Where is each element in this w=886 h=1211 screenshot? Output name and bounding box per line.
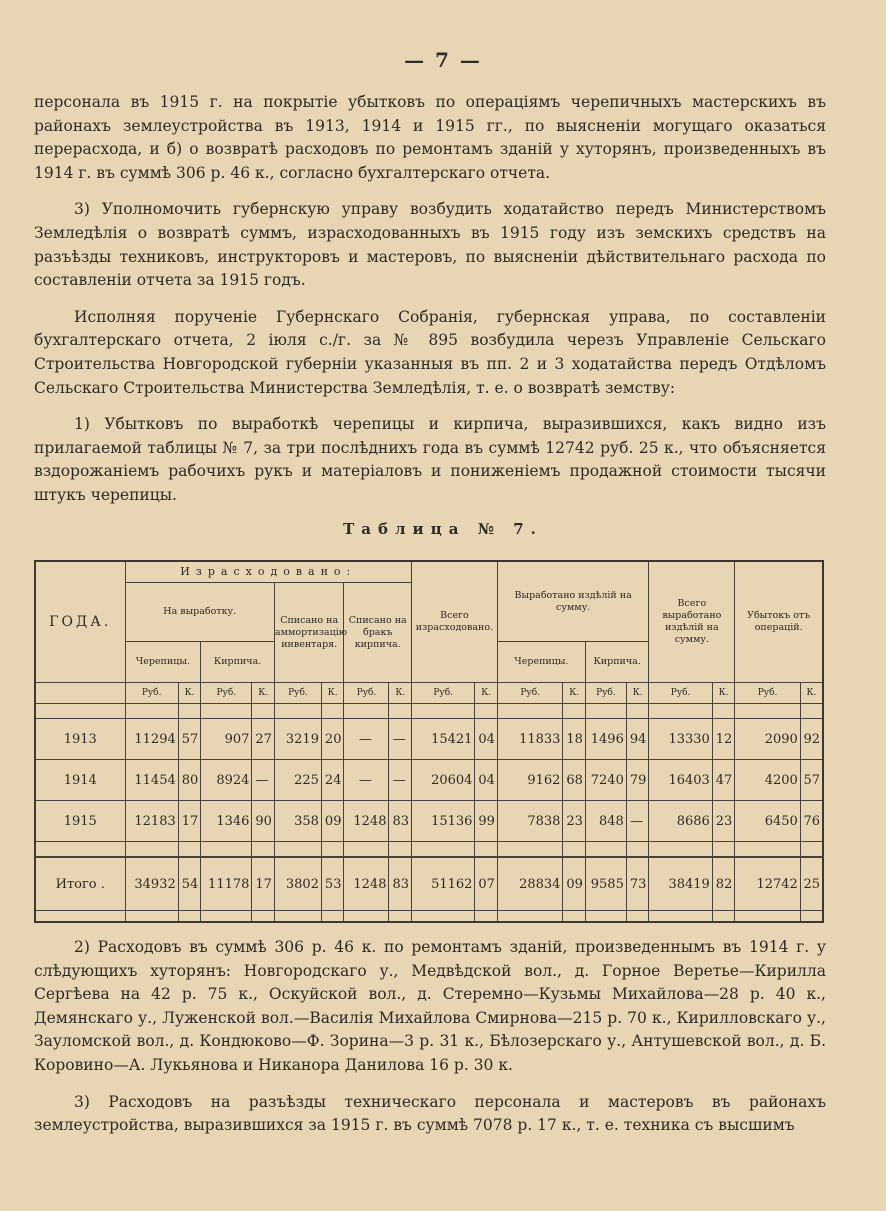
- header-tiles: Черепицы.: [125, 642, 201, 683]
- paragraph: персонала въ 1915 г. на покрытіе убытковъ по операціямъ черепичныхъ мастерскихъ въ районахъ землеустройства въ 1913, 1914 и 1915 гг., по выясненіи могущаго оказаться перерасхода, и б) о возвратѣ расходовъ по ремонтамъ зданій у хуторянъ, произведенныхъ въ 1914 г. въ суммѣ 306 р. 46 к., согласно бухгалтерскаго отчета.: [34, 93, 826, 182]
- spacer-cell: [274, 704, 321, 719]
- cell-kop: 92: [800, 719, 823, 760]
- cell-rub: 7838: [497, 801, 562, 842]
- cell-rub: —: [344, 760, 389, 801]
- header-produced-tiles: Черепицы.: [497, 642, 585, 683]
- spacer-cell: [389, 704, 412, 719]
- spacer-cell: [201, 704, 252, 719]
- header-total-spent: Всего израсходовано.: [411, 561, 497, 683]
- cell-kop: 23: [712, 801, 735, 842]
- spacer-cell: [585, 842, 626, 858]
- table-row: [35, 719, 823, 760]
- cell-kop: 79: [626, 760, 649, 801]
- spacer-cell: [712, 911, 735, 923]
- cell-rub: 16403: [649, 760, 712, 801]
- cell-kop: 09: [563, 857, 586, 911]
- unit-rub: Руб.: [344, 683, 389, 704]
- unit-kop: К.: [178, 683, 201, 704]
- spacer-cell: [125, 911, 178, 923]
- spacer-cell: [497, 704, 562, 719]
- spacer-cell: [389, 911, 412, 923]
- unit-kop: К.: [563, 683, 586, 704]
- cell-kop: —: [626, 801, 649, 842]
- cell-rub: 1248: [344, 857, 389, 911]
- page-number: — 7 —: [404, 48, 482, 72]
- unit-rub: Руб.: [274, 683, 321, 704]
- header-amortization: Списано на аммортизацію инвентаря.: [274, 583, 344, 683]
- cell-rub: 4200: [735, 760, 800, 801]
- spacer-cell: [497, 911, 562, 923]
- cell-kop: 25: [800, 857, 823, 911]
- cell-rub: —: [344, 719, 389, 760]
- row-label: Итого .: [35, 857, 125, 911]
- spacer-cell: [201, 911, 252, 923]
- cell-kop: 57: [178, 719, 201, 760]
- table-row: [35, 760, 823, 801]
- cell-rub: 7240: [585, 760, 626, 801]
- cell-rub: 1346: [201, 801, 252, 842]
- cell-rub: 11294: [125, 719, 178, 760]
- spacer-cell: [563, 704, 586, 719]
- spacer-cell: [35, 704, 125, 719]
- header-unit-blank: [35, 683, 125, 704]
- cell-kop: 17: [252, 857, 275, 911]
- spacer-cell: [411, 842, 474, 858]
- text-block-bottom: [34, 936, 826, 1151]
- unit-kop: К.: [475, 683, 498, 704]
- cell-rub: 28834: [497, 857, 562, 911]
- spacer-cell: [626, 704, 649, 719]
- header-produced: Выработано издѣлій на сумму.: [497, 561, 648, 642]
- spacer-cell: [712, 704, 735, 719]
- paragraph: 3) Расходовъ на разъѣзды техническаго персонала и мастеровъ въ районахъ землеустройства, выразившихся за 1915 г. въ суммѣ 7078 р. 17 к., т. е. техника съ высшимъ: [34, 1092, 826, 1135]
- spacer-cell: [35, 911, 125, 923]
- spacer-cell: [735, 842, 800, 858]
- spacer-cell: [563, 842, 586, 858]
- cell-kop: 17: [178, 801, 201, 842]
- header-total-produced: Всего выработано издѣлій на сумму.: [649, 561, 735, 683]
- spacer-cell: [321, 842, 344, 858]
- unit-rub: Руб.: [125, 683, 178, 704]
- cell-rub: 11833: [497, 719, 562, 760]
- cell-kop: 76: [800, 801, 823, 842]
- cell-kop: 20: [321, 719, 344, 760]
- spacer-cell: [626, 911, 649, 923]
- cell-kop: 27: [252, 719, 275, 760]
- spacer-cell: [389, 842, 412, 858]
- spacer-cell: [649, 704, 712, 719]
- spacer-cell: [252, 842, 275, 858]
- unit-rub: Руб.: [201, 683, 252, 704]
- spacer-cell: [321, 911, 344, 923]
- row-label: 1914: [35, 760, 125, 801]
- cell-kop: 24: [321, 760, 344, 801]
- cell-rub: 13330: [649, 719, 712, 760]
- spacer-cell: [585, 911, 626, 923]
- cell-rub: 907: [201, 719, 252, 760]
- text-block-top: [34, 91, 826, 521]
- cell-kop: 04: [475, 719, 498, 760]
- cell-rub: 9585: [585, 857, 626, 911]
- cell-rub: 848: [585, 801, 626, 842]
- cell-rub: 225: [274, 760, 321, 801]
- spacer-cell: [344, 911, 389, 923]
- cell-kop: 83: [389, 801, 412, 842]
- paragraph: Исполняя порученіе Губернскаго Собранія, губернская управа, по составленіи бухгалтерскаго отчета, 2 іюля с./г. за № 895 возбудила черезъ Управленіе Сельскаго Строительства Новгородской губерніи указанныя въ пп. 2 и 3 ходатайства передъ Отдѣломъ Сельскаго Строительства Министерства Земледѣлія, т. е. о возвратѣ земству:: [34, 307, 826, 397]
- cell-kop: —: [389, 719, 412, 760]
- cell-kop: 54: [178, 857, 201, 911]
- unit-rub: Руб.: [735, 683, 800, 704]
- spacer-cell: [475, 842, 498, 858]
- spacer-cell: [649, 842, 712, 858]
- spacer-cell: [735, 911, 800, 923]
- cell-rub: 9162: [497, 760, 562, 801]
- unit-rub: Руб.: [411, 683, 474, 704]
- spacer-cell: [125, 842, 178, 858]
- header-produced-bricks: Кирпича.: [585, 642, 648, 683]
- spacer-cell: [800, 842, 823, 858]
- unit-rub: Руб.: [649, 683, 712, 704]
- header-production: На выработку.: [125, 583, 274, 642]
- spacer-cell: [201, 842, 252, 858]
- unit-rub: Руб.: [585, 683, 626, 704]
- row-label: 1915: [35, 801, 125, 842]
- table-body: [35, 704, 823, 923]
- cell-kop: 80: [178, 760, 201, 801]
- cell-rub: 8686: [649, 801, 712, 842]
- spacer-cell: [475, 704, 498, 719]
- table-row-total: [35, 857, 823, 911]
- cell-rub: 3219: [274, 719, 321, 760]
- cell-rub: 1496: [585, 719, 626, 760]
- spacer-cell: [497, 842, 562, 858]
- cell-rub: 12742: [735, 857, 800, 911]
- cell-kop: 99: [475, 801, 498, 842]
- cell-rub: 20604: [411, 760, 474, 801]
- cell-rub: 3802: [274, 857, 321, 911]
- header-loss: Убытокъ отъ операцій.: [735, 561, 823, 683]
- cell-kop: 53: [321, 857, 344, 911]
- cell-kop: 47: [712, 760, 735, 801]
- cell-kop: 83: [389, 857, 412, 911]
- cell-kop: 12: [712, 719, 735, 760]
- spacer-cell: [344, 842, 389, 858]
- unit-kop: К.: [800, 683, 823, 704]
- paragraph: 3) Уполномочить губернскую управу возбудить ходатайство передъ Министерствомъ Земледѣлія о возвратѣ суммъ, израсходованныхъ въ 1915 году изъ земскихъ средствъ на разъѣзды техниковъ, инструкторовъ и мастеровъ, по выясненіи дѣйствительнаго расхода по составленіи отчета за 1915 годъ.: [34, 200, 826, 290]
- cell-rub: 51162: [411, 857, 474, 911]
- cell-kop: —: [389, 760, 412, 801]
- spacer-cell: [321, 704, 344, 719]
- cell-kop: 09: [321, 801, 344, 842]
- spacer-cell: [178, 911, 201, 923]
- spacer-cell: [735, 704, 800, 719]
- spacer-cell: [344, 704, 389, 719]
- row-label: 1913: [35, 719, 125, 760]
- cell-rub: 15136: [411, 801, 474, 842]
- cell-rub: 8924: [201, 760, 252, 801]
- unit-kop: К.: [712, 683, 735, 704]
- cell-rub: 2090: [735, 719, 800, 760]
- spacer-cell: [649, 911, 712, 923]
- spacer-cell: [252, 704, 275, 719]
- unit-kop: К.: [626, 683, 649, 704]
- spacer-cell: [274, 842, 321, 858]
- cell-rub: 358: [274, 801, 321, 842]
- spacer-cell: [411, 704, 474, 719]
- spacer-cell: [178, 704, 201, 719]
- cell-kop: 68: [563, 760, 586, 801]
- cell-rub: 38419: [649, 857, 712, 911]
- cell-kop: 23: [563, 801, 586, 842]
- cell-kop: 90: [252, 801, 275, 842]
- cell-kop: 18: [563, 719, 586, 760]
- spacer-cell: [274, 911, 321, 923]
- paragraph: 2) Расходовъ въ суммѣ 306 р. 46 к. по ремонтамъ зданій, произведеннымъ въ 1914 г. у слѣдующихъ хуторянъ: Новгородскаго у., Медвѣдской вол., д. Горное Веретье—Кирилла Сергѣева на 42 р. 75 к., Оскуйской вол., д. Стеремно—Кузьмы Михайлова—28 р. 40 к., Демянскаго у., Луженской вол.—Василія Михайлова Смирнова—215 р. 70 к., Кирилловскаго у., Зауломской вол., д. Кондюково—Ф. Зорина—3 р. 31 к., Бѣлозерскаго у., Антушевской вол., д. Б. Коровино—А. Лукьянова и Никанора Данилова 16 р. 30 к.: [34, 938, 826, 1074]
- cell-rub: 11178: [201, 857, 252, 911]
- table-7: [34, 560, 824, 923]
- paragraph: 1) Убытковъ по выработкѣ черепицы и кирпича, выразившихся, какъ видно изъ прилагаемой таблицы № 7, за три послѣднихъ года въ суммѣ 12742 руб. 25 к., что объясняется вздорожаніемъ рабочихъ рукъ и матеріаловъ и пониженіемъ продажной стоимости тысячи штукъ черепицы.: [34, 415, 826, 504]
- cell-kop: 57: [800, 760, 823, 801]
- header-year: ГОДА.: [35, 561, 125, 683]
- spacer-cell: [800, 704, 823, 719]
- spacer-cell: [563, 911, 586, 923]
- spacer-cell: [475, 911, 498, 923]
- unit-rub: Руб.: [497, 683, 562, 704]
- cell-kop: 04: [475, 760, 498, 801]
- table-title: Таблица № 7.: [343, 520, 543, 538]
- spacer-cell: [585, 704, 626, 719]
- cell-kop: 82: [712, 857, 735, 911]
- header-bricks: Кирпича.: [201, 642, 275, 683]
- spacer-cell: [125, 704, 178, 719]
- header-defective: Списано на бракъ кирпича.: [344, 583, 412, 683]
- unit-kop: К.: [252, 683, 275, 704]
- cell-kop: 07: [475, 857, 498, 911]
- spacer-cell: [712, 842, 735, 858]
- spacer-cell: [626, 842, 649, 858]
- data-table: [34, 560, 824, 923]
- cell-rub: 12183: [125, 801, 178, 842]
- cell-rub: 34932: [125, 857, 178, 911]
- header-spent: Израсходовано:: [125, 561, 411, 583]
- table-row: [35, 801, 823, 842]
- spacer-cell: [35, 842, 125, 858]
- cell-kop: 94: [626, 719, 649, 760]
- unit-kop: К.: [321, 683, 344, 704]
- cell-kop: 73: [626, 857, 649, 911]
- unit-kop: К.: [389, 683, 412, 704]
- cell-kop: —: [252, 760, 275, 801]
- spacer-cell: [252, 911, 275, 923]
- cell-rub: 11454: [125, 760, 178, 801]
- spacer-cell: [411, 911, 474, 923]
- cell-rub: 15421: [411, 719, 474, 760]
- cell-rub: 1248: [344, 801, 389, 842]
- spacer-cell: [800, 911, 823, 923]
- spacer-cell: [178, 842, 201, 858]
- cell-rub: 6450: [735, 801, 800, 842]
